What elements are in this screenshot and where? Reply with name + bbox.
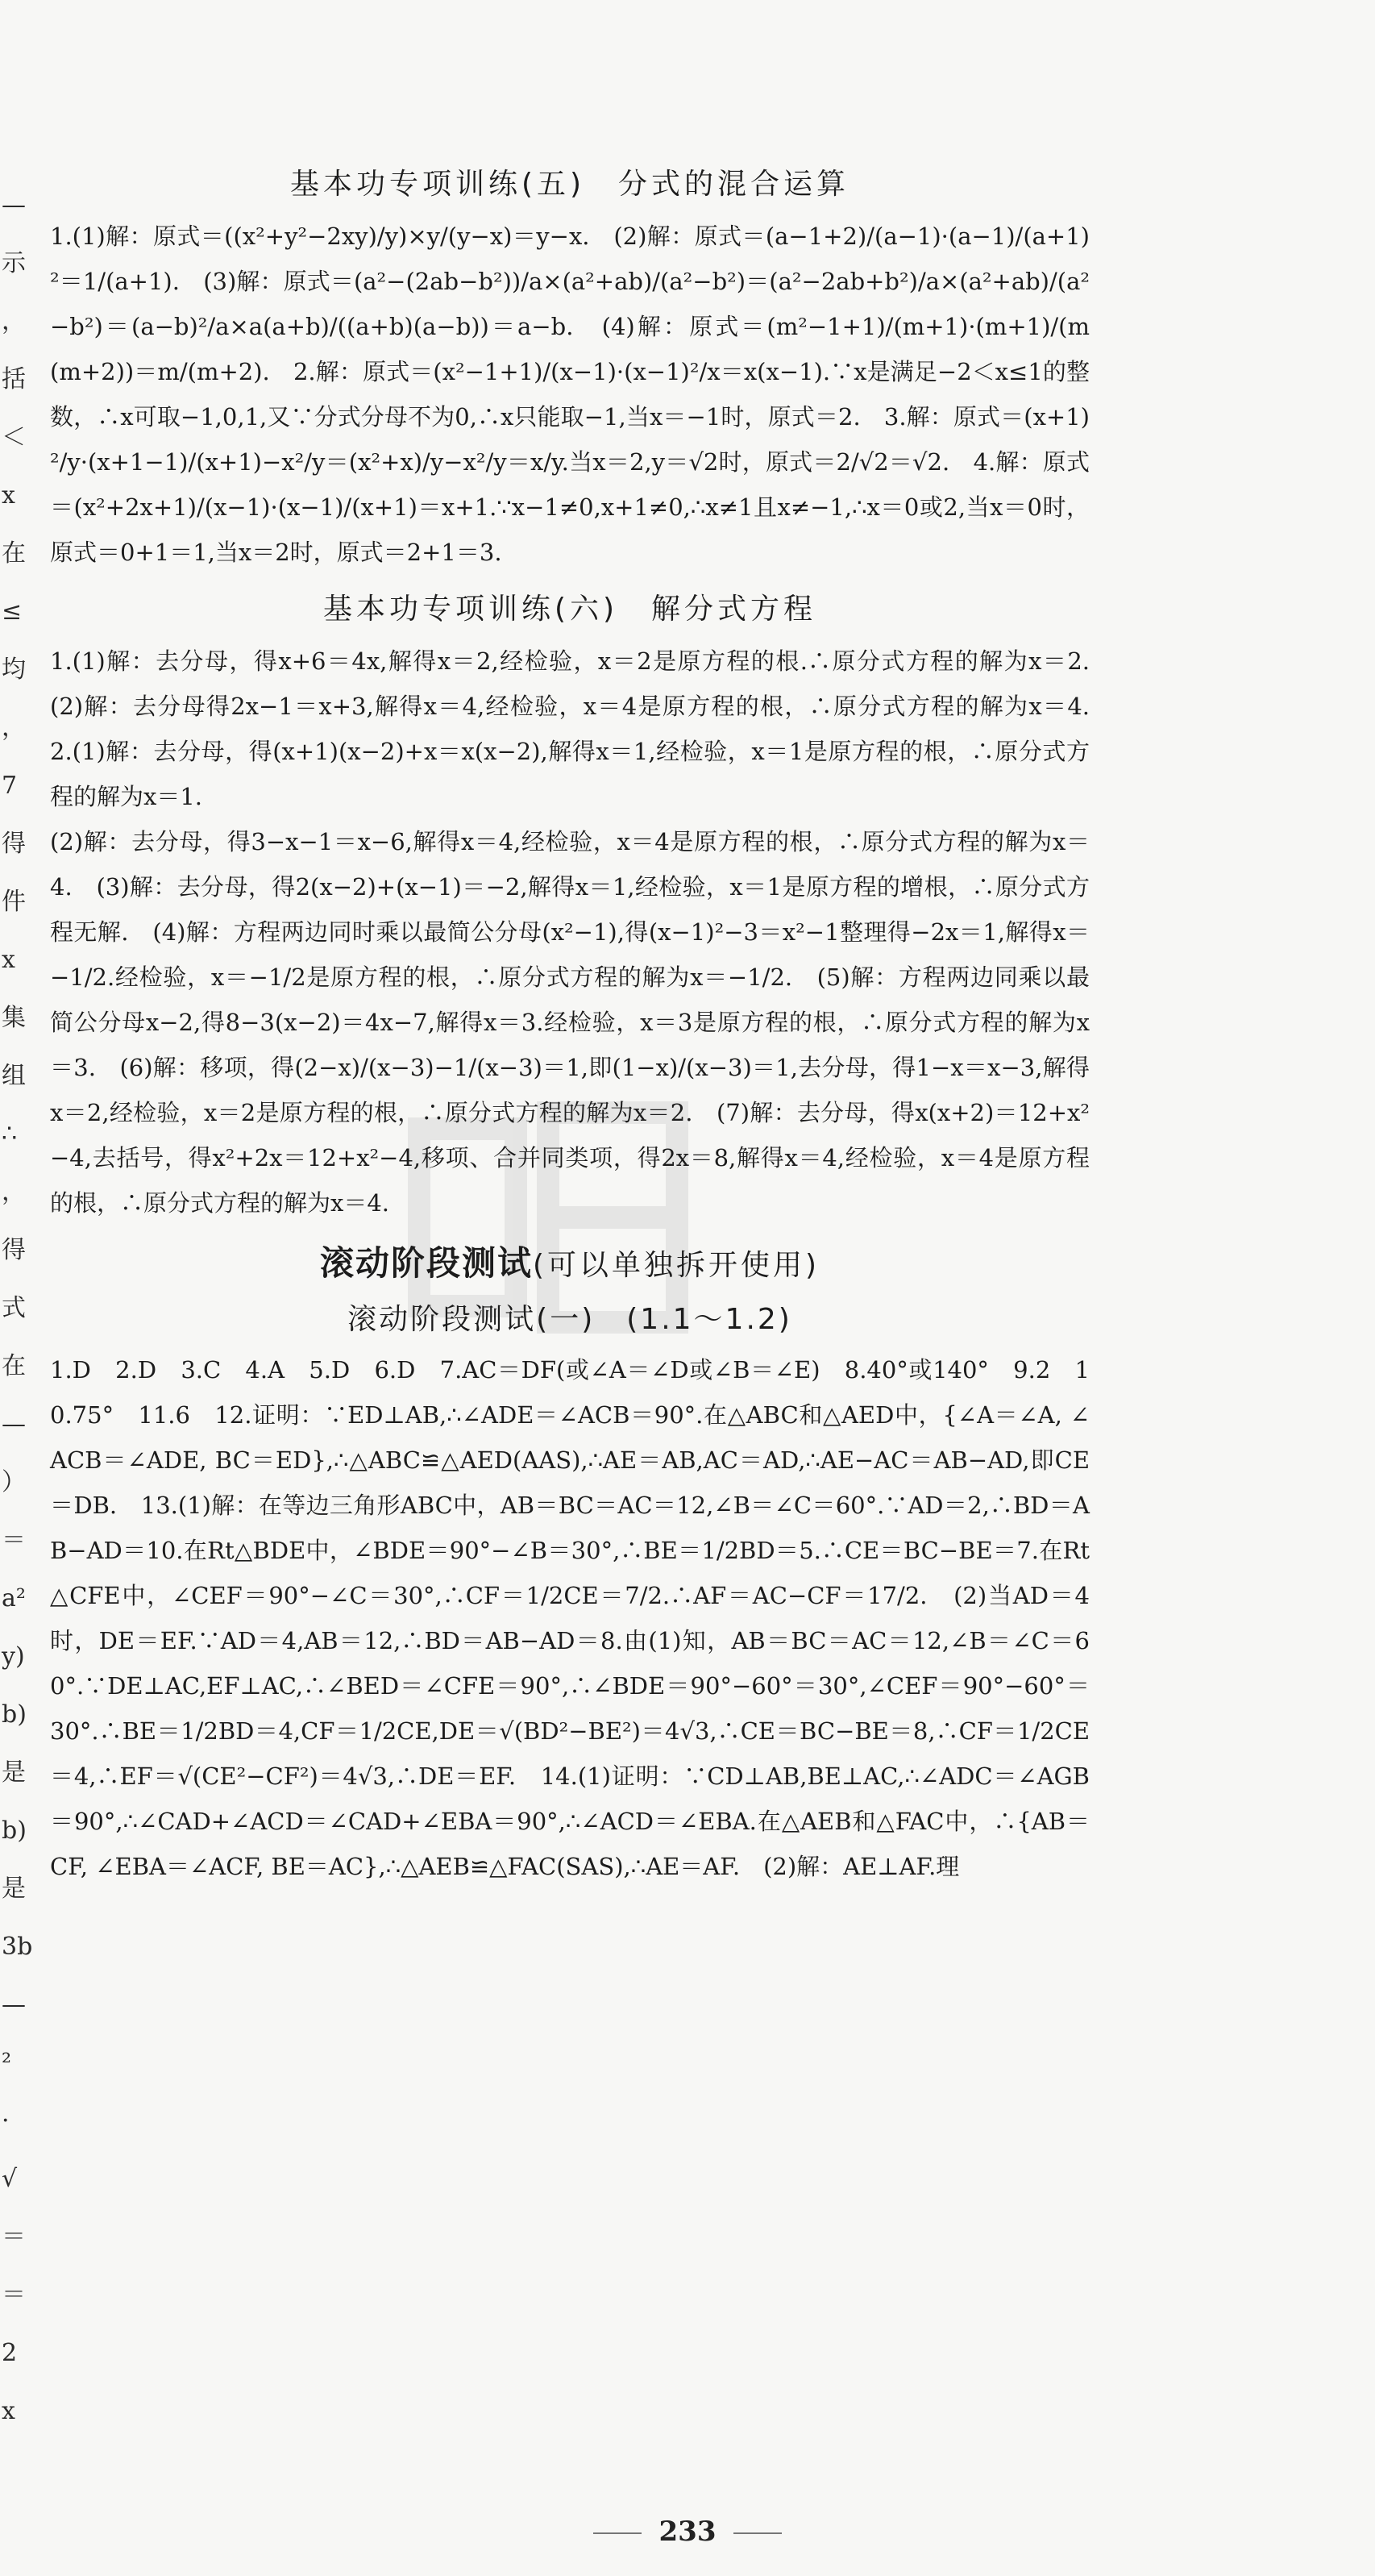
margin-fragment: 是 [2,1875,26,1903]
margin-fragment: ＜ [2,423,26,452]
left-margin-fragments [0,0,33,2576]
margin-fragment: x [2,481,15,510]
margin-fragment: 得 [2,830,26,858]
margin-fragment: 是 [2,1758,26,1787]
margin-fragment: 均 [2,655,26,684]
margin-fragment: 2 [2,2339,18,2367]
margin-fragment: 组 [2,1062,26,1090]
margin-fragment: y) [2,1642,25,1671]
margin-fragment: ， [2,307,26,335]
margin-fragment: ＝ [2,1526,26,1554]
margin-fragment: 括 [2,365,26,393]
rolling-test-title [50,1237,1090,1285]
section-5 [50,161,1090,575]
margin-fragment: ＝ [2,2281,26,2309]
margin-fragment: 件 [2,888,26,916]
margin-fragment: x [2,946,15,974]
rolling-test-title-main: 滚动阶段测试 [319,1243,533,1283]
margin-fragment: ² [2,2049,12,2077]
rolling-test-section [50,1237,1090,1889]
margin-fragment: — [2,1991,26,2019]
section-6 [50,586,1114,1226]
section-6-title: 基本功专项训练(六) 解分式方程 [322,593,817,626]
margin-fragment: ， [2,1178,26,1206]
margin-fragment: ） [2,1468,26,1496]
margin-fragment: b) [2,1700,27,1729]
margin-fragment: 在 [2,1352,26,1380]
margin-fragment: · [2,2107,10,2135]
margin-fragment: √ [2,2165,18,2193]
margin-fragment: b) [2,1817,27,1845]
rolling-test-paragraph: 1.D 2.D 3.C 4.A 5.D 6.D 7.AC＝DF(或∠A＝∠D或∠B＝∠E) 8.40°或140° 9.2 10.75° 11.6 12.证明：∵ED⊥AB,∴∠ADE＝∠ACB＝90°.在△ABC和△AED中，{∠A＝∠A, ∠ACB＝∠ADE, BC＝ED},∴△ABC≌△AED(AAS),∴AE＝AB,AC＝AD,∴AE−AC＝AB−AD,即CE＝DB. 13.(1)解：在等边三角形ABC中，AB＝BC＝AC＝12,∠B＝∠C＝60°.∵AD＝2,∴BD＝AB−AD＝10.在Rt△BDE中，∠BDE＝90°−∠B＝30°,∴BE＝1/2BD＝5.∴CE＝BC−BE＝7.在Rt△CFE中，∠CEF＝90°−∠C＝30°,∴CF＝1/2CE＝7/2.∴AF＝AC−CF＝17/2. (2)当AD＝4时，DE＝EF.∵AD＝4,AB＝12,∴BD＝AB−AD＝8.由(1)知，AB＝BC＝AC＝12,∠B＝∠C＝60°.∵DE⊥AC,EF⊥AC,∴∠BED＝∠CFE＝90°,∴∠BDE＝90°−60°＝30°,∠CEF＝90°−60°＝30°.∴BE＝1/2BD＝4,CF＝1/2CE,DE＝√(BD²−BE²)＝4√3,∴CE＝BC−BE＝8,∴CF＝1/2CE＝4,∴EF＝√(CE²−CF²)＝4√3,∴DE＝EF. 14.(1)证明：∵CD⊥AB,BE⊥AC,∴∠ADC＝∠AGB＝90°,∴∠CAD+∠ACD＝∠CAD+∠EBA＝90°,∴∠ACD＝∠EBA.在△AEB和△FAC中，∴{AB＝CF, ∠EBA＝∠ACF, BE＝AC},∴△AEB≌△FAC(SAS),∴AE＝AF. (2)解：AE⊥AF.理 [50,1356,1090,1880]
section-6-paragraph-2: (2)解：去分母，得3−x−1＝x−6,解得x＝4,经检验，x＝4是原方程的根，∴原分式方程的解为x＝4. (3)解：去分母，得2(x−2)+(x−1)＝−2,解得x＝1,经检验，x＝1是原方程的增根，∴原分式方程无解. (4)解：方程两边同时乘以最简公分母(x²−1),得(x−1)²−3＝x²−1整理得−2x＝1,解得x＝−1/2.经检验，x＝−1/2是原方程的根，∴原分式方程的解为x＝−1/2. (5)解：方程两边同乘以最简公分母x−2,得8−3(x−2)＝4x−7,解得x＝3.经检验，x＝3是原方程的根，∴原分式方程的解为x＝3. (6)解：移项，得(2−x)/(x−3)−1/(x−3)＝1,即(1−x)/(x−3)＝1,去分母，得1−x＝x−3,解得x＝2,经检验，x＝2是原方程的根，∴原分式方程的解为x＝2. (7)解：去分母，得x(x+2)＝12+x²−4,去括号，得x²+2x＝12+x²−4,移项、合并同类项，得2x＝8,解得x＝4,经检验，x＝4是原方程的根，∴原分式方程的解为x＝4. [50,828,1090,1217]
section-5-title: 基本功专项训练(五) 分式的混合运算 [289,168,850,201]
margin-fragment: ∴ [2,1120,18,1148]
margin-fragment: — [2,191,26,219]
margin-fragment: ， [2,714,26,742]
rolling-test-subtitle: 滚动阶段测试(一) (1.1～1.2) [347,1303,792,1336]
margin-fragment: x [2,2397,15,2425]
page-number [0,2516,1375,2548]
page-number-value: 233 [658,2516,717,2548]
margin-fragment: 7 [2,772,18,800]
margin-fragment: a² [2,1584,26,1613]
section-6-paragraph-1: 1.(1)解：去分母，得x+6＝4x,解得x＝2,经检验，x＝2是原方程的根.∴原分式方程的解为x＝2. (2)解：去分母得2x−1＝x+3,解得x＝4,经检验，x＝4是原方程的根，∴原分式方程的解为x＝4. 2.(1)解：去分母，得(x+1)(x−2)+x＝x(x−2),解得x＝1,经检验，x＝1是原方程的根，∴原分式方程的解为x＝1. [50,647,1114,810]
margin-fragment: 得 [2,1236,26,1264]
rolling-test-title-paren: (可以单独拆开使用) [532,1249,820,1282]
margin-fragment: 式 [2,1294,26,1322]
margin-fragment: — [2,1410,26,1438]
margin-fragment: 示 [2,249,26,277]
margin-fragment: 3b [2,1933,33,1961]
margin-fragment: ＝ [2,2223,26,2251]
margin-fragment: ≤ [2,597,23,626]
page-content [50,161,1114,1900]
margin-fragment: 集 [2,1004,26,1032]
section-5-paragraph: 1.(1)解：原式＝((x²+y²−2xy)/y)×y/(y−x)＝y−x. (2)解：原式＝(a−1+2)/(a−1)·(a−1)/(a+1)²＝1/(a+1). (3)解：原式＝(a²−(2ab−b²))/a×(a²+ab)/(a²−b²)＝(a²−2ab+b²)/a×(a²+ab)/(a²−b²)＝(a−b)²/a×a(a+b)/((a+b)(a−b))＝a−b. (4)解：原式＝(m²−1+1)/(m+1)·(m+1)/(m(m+2))＝m/(m+2). 2.解：原式＝(x²−1+1)/(x−1)·(x−1)²/x＝x(x−1).∵x是满足−2＜x≤1的整数，∴x可取−1,0,1,又∵分式分母不为0,∴x只能取−1,当x＝−1时，原式＝2. 3.解：原式＝(x+1)²/y·(x+1−1)/(x+1)−x²/y＝(x²+x)/y−x²/y＝x/y.当x＝2,y＝√2时，原式＝2/√2＝√2. 4.解：原式＝(x²+2x+1)/(x−1)·(x−1)/(x+1)＝x+1.∵x−1≠0,x+1≠0,∴x≠1且x≠−1,∴x＝0或2,当x＝0时，原式＝0+1＝1,当x＝2时，原式＝2+1＝3. [50,223,1090,566]
margin-fragment: 在 [2,539,26,568]
